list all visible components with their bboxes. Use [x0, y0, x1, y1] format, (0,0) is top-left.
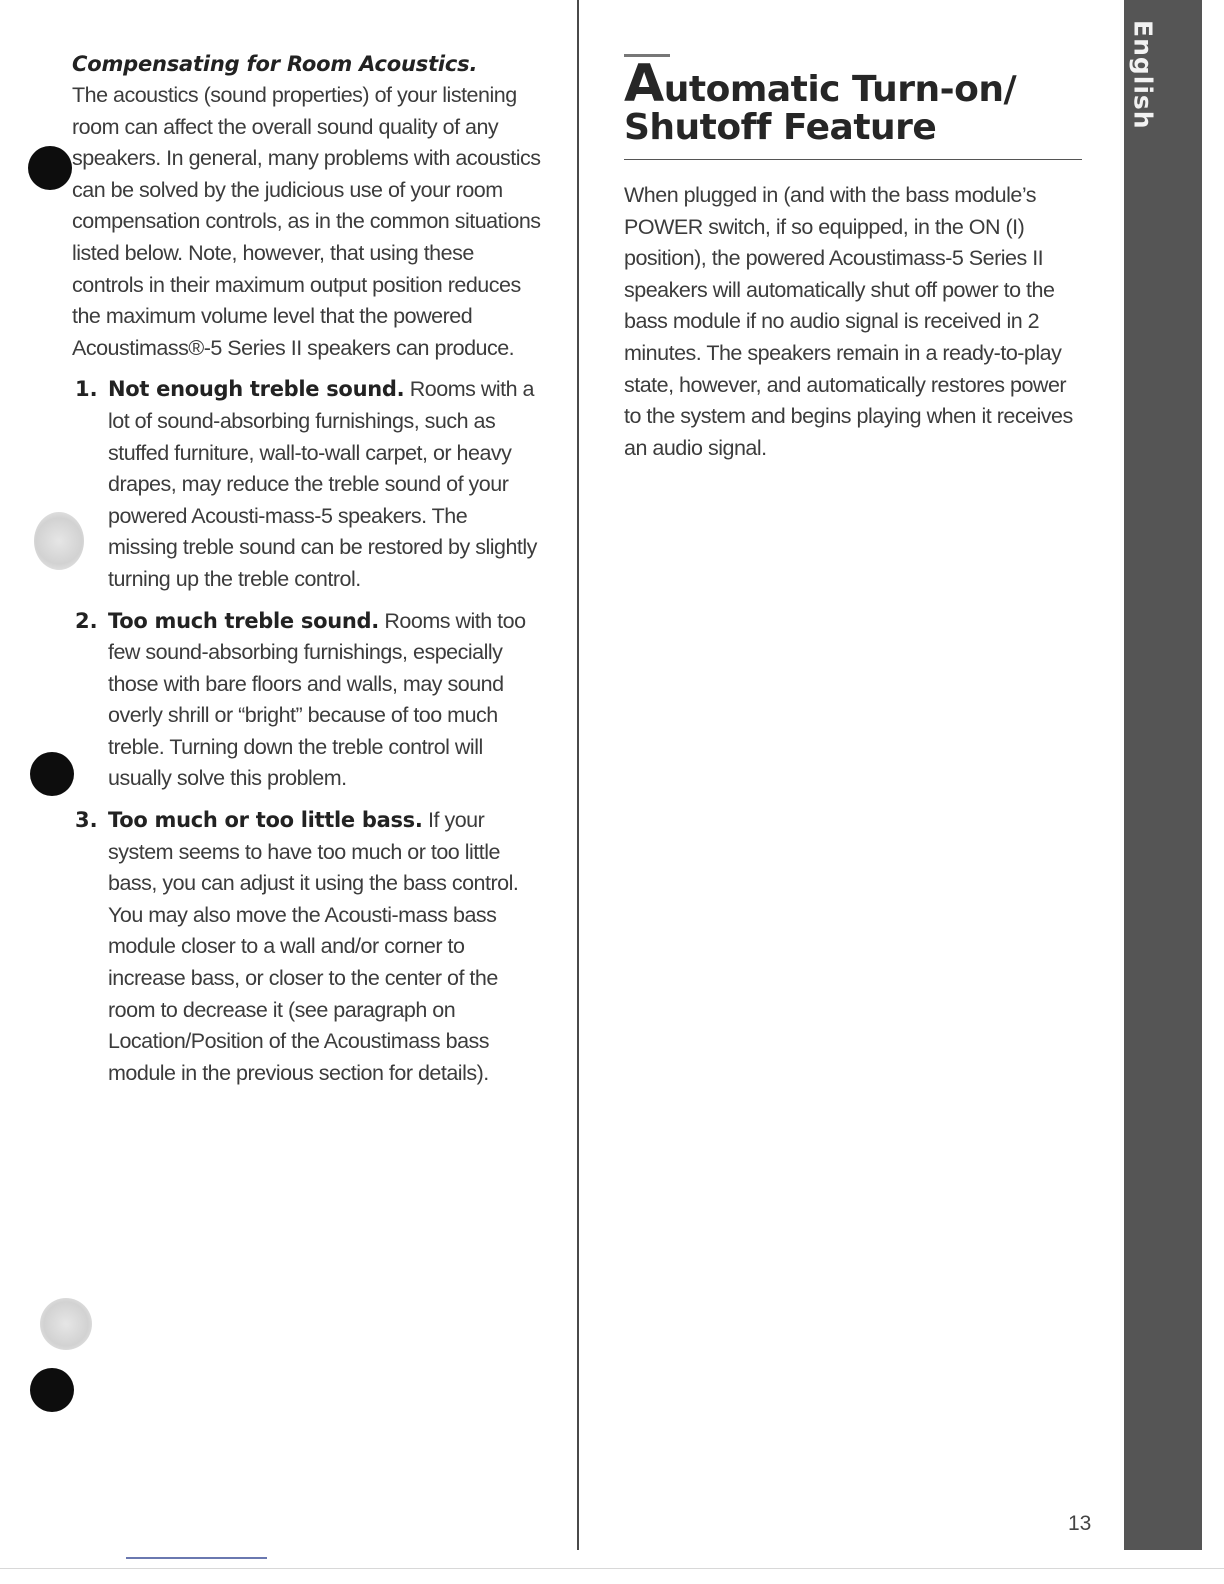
- list-item: [72, 606, 542, 796]
- list-item: [72, 374, 542, 595]
- item-text: Rooms with too few sound-absorbing furnishings, especially those with bare floors and walls, may sound overly shrill or “bright” because of too much treble. Turning down the treble control will usually solve this problem.: [108, 608, 526, 791]
- page-number: 13: [1068, 1512, 1092, 1535]
- item-number: 2.: [75, 608, 98, 633]
- troubleshooting-list: [72, 374, 542, 1089]
- binder-hole: [30, 1368, 74, 1412]
- item-title: Too much treble sound.: [108, 608, 379, 633]
- language-tab: [1124, 0, 1202, 1550]
- item-text: If your system seems to have too much or too little bass, you can adjust it using the bass control. You may also move the Acousti-mass bass module closer to a wall and/or corner to increase bass, or closer to the center of the room to decrease it (see paragraph on Location/Position of the Acoustimass bass module in the previous section for details).: [108, 808, 519, 1085]
- heading-initial: A: [624, 54, 664, 114]
- right-column: [624, 50, 1084, 464]
- binder-hole: [30, 752, 74, 796]
- list-item: [72, 805, 542, 1089]
- heading-line-1: utomatic Turn-on/: [663, 69, 1017, 110]
- language-tab-label: [1123, 20, 1163, 140]
- page-edge: [0, 1568, 1224, 1569]
- item-number: 3.: [75, 808, 98, 833]
- bottom-rule: [126, 1557, 267, 1559]
- column-divider: [577, 0, 579, 1550]
- section-subheading: Compensating for Room Acoustics.: [72, 52, 478, 76]
- item-title: Too much or too little bass.: [108, 808, 423, 833]
- heading-rule: [624, 159, 1082, 160]
- binder-hole-faint: [40, 1298, 92, 1350]
- intro-paragraph: The acoustics (sound properties) of your listening room can affect the overall sound quality of any speakers. In general, many problems with acoustics can be solved by the judicious use of your room compensation controls, as in the common situations listed below. Note, however, that using these controls in their maximum output position reduces the maximum volume level that the powered Acoustimass®-5 Series II speakers can produce.: [72, 83, 541, 360]
- left-column: [72, 52, 542, 1099]
- item-text: Rooms with a lot of sound-absorbing furnishings, such as stuffed furniture, wall-to-wall carpet, or heavy drapes, may reduce the treble sound of your powered Acousti-mass-5 speakers. The missing treble sound can be restored by slightly turning up the treble control.: [108, 377, 537, 591]
- language-label: English: [1128, 20, 1158, 130]
- item-number: 1.: [75, 377, 98, 402]
- heading-line-2: Shutoff Feature: [624, 107, 937, 148]
- binder-hole: [28, 146, 72, 190]
- section-heading: [624, 54, 1084, 148]
- feature-paragraph: When plugged in (and with the bass module’s POWER switch, if so equipped, in the ON (I) position), the powered Acoustimass-5 Series II speakers will automatically shut off power to the bass module if no audio signal is received in 2 minutes. The speakers remain in a ready-to-play state, however, and automatically restores power to the system and begins playing when it receives an audio signal.: [624, 183, 1073, 460]
- item-title: Not enough treble sound.: [108, 377, 405, 402]
